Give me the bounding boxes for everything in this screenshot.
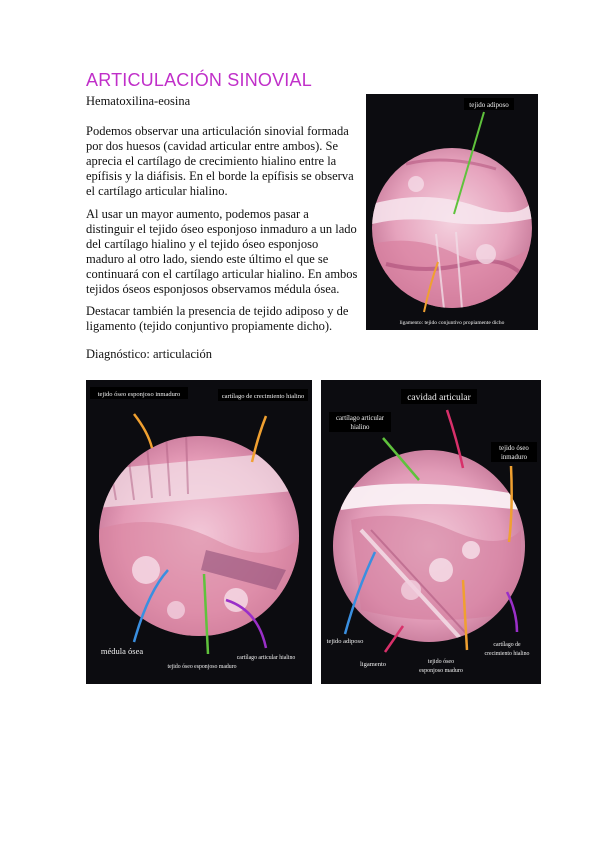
label-cartilago-articular: cartílago articular hialino [236,655,296,661]
label-tejido-maduro-2: esponjoso maduro [419,668,463,674]
label-cartilago-articular-1: cartílago articular [335,415,385,422]
label-medula-osea: médula ósea [100,646,144,656]
stain-subtitle: Hematoxilina-eosina [86,94,191,108]
label-tejido-inmaduro: tejido óseo esponjoso inmaduro [97,391,181,398]
paragraph-diagnosis: Diagnóstico: articulación [86,347,213,361]
label-tejido-maduro: tejido óseo esponjoso maduro [167,664,237,670]
paragraph-detail: Al usar un mayor aumento, podemos pasar a distinguir el tejido óseo esponjoso inmaduro a un lado del cartílago hialino y el tejido óseo esponjoso maduro al otro lado, siendo este último el que se continuará con el cartílago articular hialino. En ambos tejidos óseos esponjosos observamos médula ósea. [86,207,358,296]
micrograph-growth-cartilage [86,380,312,684]
micrograph-3-svg [321,380,541,684]
label-ligamento: ligamento [360,661,386,668]
label-cavidad-articular: cavidad articular [407,393,471,403]
micrograph-joint-cavity [321,380,541,684]
label-tejido-inmaduro-2: inmaduro [500,454,528,461]
label-tejido-maduro-1: tejido óseo [427,659,455,665]
page-title: ARTICULACIÓN SINOVIAL [86,70,312,90]
label-cartilago-articular-2: hialino [350,424,370,431]
label-crecimiento-2: crecimiento hialino [484,651,530,657]
paragraph-adipose: Destacar también la presencia de tejido adiposo y de ligamento (tejido conjuntivo propiamente dicho). [86,304,349,333]
label-cartilago-crecimiento: cartílago de crecimiento hialino [221,393,305,400]
micrograph-1-svg [366,94,538,330]
paragraph-intro: Podemos observar una articulación sinovial formada por dos huesos (cavidad articular entre ambos). Se aprecia el cartílago de crecimiento hialino entre la epífisis y la diáfisis. En el borde la epífisis se observa el cartílago articular hialino. [86,124,354,198]
label-tejido-adiposo: tejido adiposo [469,101,509,109]
label-tejido-inmaduro-1: tejido óseo [499,445,529,452]
micrograph-low-magnification [366,94,538,330]
label-tejido-adiposo: tejido adiposo [326,638,364,645]
label-crecimiento-1: cartílago de [493,642,521,648]
label-ligamento: ligamento: tejido conjuntivo propiamente dicho [399,320,505,326]
micrograph-2-svg [86,380,312,684]
